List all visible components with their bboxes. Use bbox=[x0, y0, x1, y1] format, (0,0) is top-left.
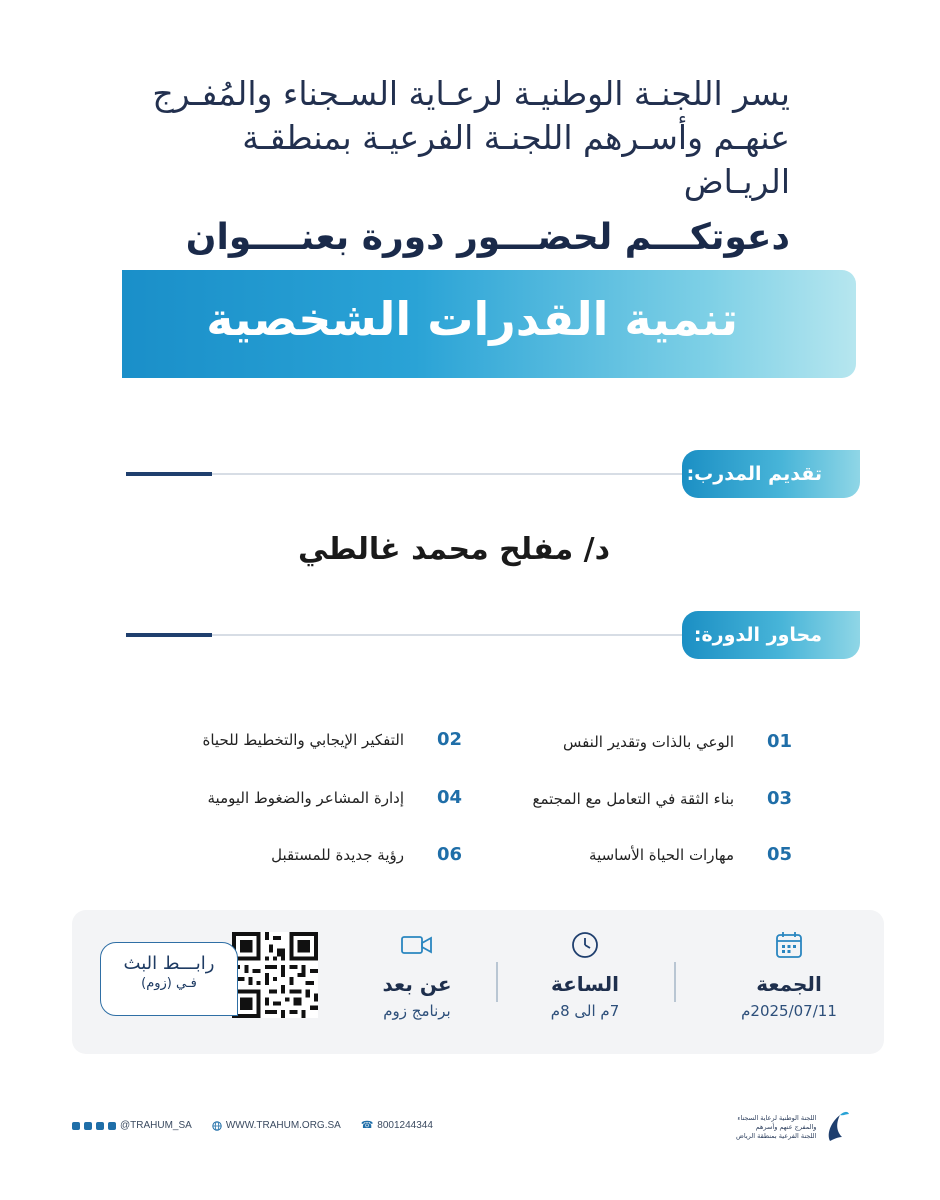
topic-number: 01 bbox=[766, 731, 792, 752]
header-line-3: دعوتكـــم لحضـــور دورة بعنــــوان bbox=[185, 217, 790, 258]
section-divider-accent bbox=[126, 472, 212, 476]
mode-value: برنامج زوم bbox=[383, 1002, 451, 1020]
topic-number: 02 bbox=[436, 729, 462, 750]
stream-link-box[interactable] bbox=[100, 942, 238, 1016]
course-title-banner bbox=[122, 270, 856, 378]
x-icon[interactable] bbox=[84, 1122, 92, 1130]
info-day bbox=[714, 928, 864, 1020]
trainer-name: د/ مفلح محمد غالطي bbox=[298, 532, 610, 567]
day-value: 2025/07/11م bbox=[741, 1002, 837, 1020]
social-group bbox=[72, 1120, 192, 1131]
globe-icon bbox=[212, 1121, 222, 1131]
info-divider bbox=[496, 962, 498, 1002]
header-line-2: عنهـم وأسـرهم اللجنـة الفرعيـة بمنطقـة الريـاض bbox=[242, 118, 790, 201]
topic-text: مهارات الحياة الأساسية bbox=[589, 846, 734, 864]
section-divider-accent bbox=[126, 633, 212, 637]
time-label: الساعة bbox=[550, 972, 620, 996]
topic-text: الوعي بالذات وتقدير النفس bbox=[562, 733, 734, 751]
course-title: تنمية القدرات الشخصية bbox=[206, 292, 738, 346]
logo-text-line: اللجنة الوطنية لرعاية السجناء bbox=[737, 1113, 817, 1122]
topic-text: التفكير الإيجابي والتخطيط للحياة bbox=[202, 731, 404, 749]
website-link[interactable]: WWW.TRAHUM.ORG.SA bbox=[225, 1120, 341, 1131]
topic-item bbox=[492, 842, 792, 872]
topic-text: بناء الثقة في التعامل مع المجتمع bbox=[532, 790, 734, 808]
header-line-1: يسر اللجنـة الوطنيـة لرعـاية السـجناء والمُفـرج bbox=[152, 74, 790, 113]
calendar-icon bbox=[714, 928, 864, 962]
instagram-icon[interactable] bbox=[72, 1122, 80, 1130]
mode-label: عن بعد bbox=[382, 972, 452, 996]
phone-number[interactable]: 8001244344 bbox=[377, 1120, 433, 1131]
social-handle[interactable]: @TRAHUM_SA bbox=[120, 1120, 192, 1131]
topic-item bbox=[162, 842, 462, 872]
phone-icon: ☎ bbox=[360, 1120, 374, 1131]
video-camera-icon bbox=[342, 928, 492, 962]
stream-link-platform: فـي (زوم) bbox=[141, 976, 197, 991]
trainer-section-header bbox=[126, 450, 860, 498]
topic-item bbox=[492, 729, 792, 759]
topic-number: 05 bbox=[766, 844, 792, 865]
logo-text-line: اللجنة الفرعية بمنطقة الرياض bbox=[736, 1131, 817, 1140]
info-mode bbox=[342, 928, 492, 1020]
info-time bbox=[510, 928, 660, 1020]
info-divider bbox=[674, 962, 676, 1002]
topic-item bbox=[162, 785, 462, 815]
day-label: الجمعة bbox=[756, 972, 822, 996]
topic-item bbox=[492, 786, 792, 816]
logo-mark-icon bbox=[822, 1107, 852, 1147]
youtube-icon[interactable] bbox=[108, 1122, 116, 1130]
topic-text: إدارة المشاعر والضغوط اليومية bbox=[207, 789, 404, 807]
organization-logo bbox=[736, 1104, 866, 1150]
logo-text bbox=[736, 1114, 816, 1141]
topics-section-label: محاور الدورة: bbox=[682, 611, 860, 659]
website-group bbox=[212, 1120, 341, 1131]
phone-group bbox=[361, 1120, 433, 1131]
topic-number: 03 bbox=[766, 788, 792, 809]
stream-link-title: رابـــط البث bbox=[123, 953, 215, 974]
clock-icon bbox=[510, 928, 660, 962]
topic-number: 06 bbox=[436, 844, 462, 865]
topic-text: رؤية جديدة للمستقبل bbox=[271, 846, 404, 864]
time-value: 7م الى 8م bbox=[550, 1002, 620, 1020]
trainer-section-label: تقديم المدرب: bbox=[682, 450, 860, 498]
qr-code[interactable] bbox=[232, 932, 318, 1018]
topics-section-header bbox=[126, 611, 860, 659]
footer-contacts bbox=[72, 1120, 447, 1131]
invitation-header bbox=[130, 72, 790, 260]
logo-text-line: والمفرج عنهم وأسرهم bbox=[755, 1122, 817, 1131]
topic-item bbox=[162, 727, 462, 757]
topic-number: 04 bbox=[436, 787, 462, 808]
linkedin-icon[interactable] bbox=[96, 1122, 104, 1130]
